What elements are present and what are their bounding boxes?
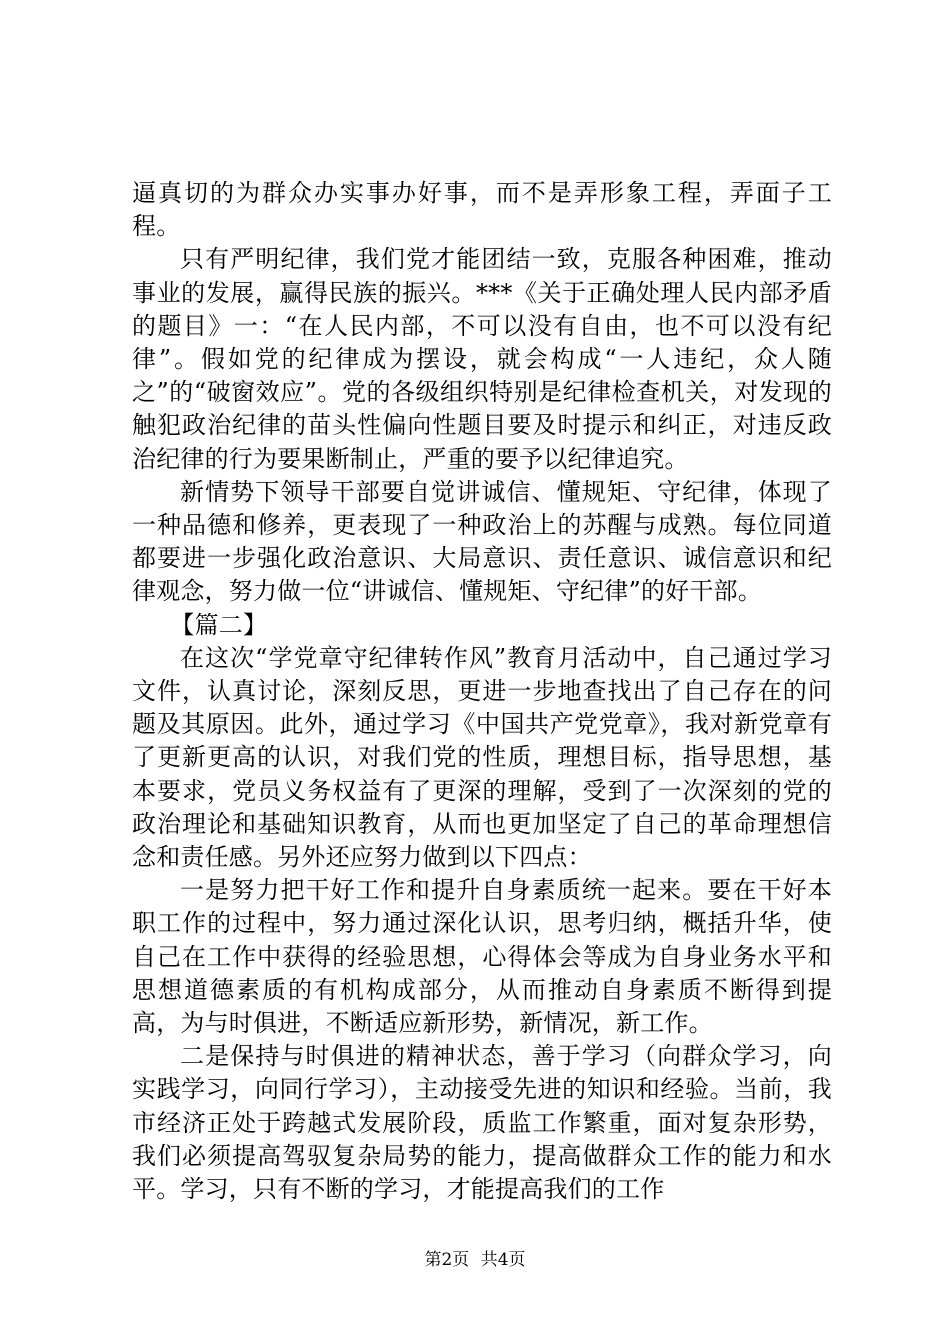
paragraph-continuation: 逼真切的为群众办实事办好事，而不是弄形象工程，弄面子工程。 xyxy=(132,179,832,241)
page-total: 共4页 xyxy=(480,1250,526,1270)
page-footer xyxy=(0,1245,950,1270)
paragraph-leadership: 新情势下领导干部要自觉讲诚信、懂规矩、守纪律，体现了一种品德和修养，更表现了一种政治上的苏醒与成熟。每位同道都要进一步强化政治意识、大局意识、责任意识、诚信意识和纪律观念，努力做一位“讲诚信、懂规矩、守纪律”的好干部。 xyxy=(132,477,832,606)
paragraph-discipline: 只有严明纪律，我们党才能团结一致，克服各种困难，推动事业的发展，赢得民族的振兴。***《关于正确处理人民内部矛盾的题目》一：“在人民内部，不可以没有自由，也不可以没有纪律”。假如党的纪律成为摆设，就会构成“一人违纪，众人随之”的“破窗效应”。党的各级组织特别是纪律检查机关，对发现的触犯政治纪律的苗头性偏向性题目要及时提示和纠正，对违反政治纪律的行为要果断制止，严重的要予以纪律追究。 xyxy=(132,245,832,473)
paragraph-point-two: 二是保持与时俱进的精神状态，善于学习（向群众学习，向实践学习，向同行学习），主动接受先进的知识和经验。当前，我市经济正处于跨越式发展阶段，质监工作繁重，面对复杂形势，我们必须提高驾驭复杂局势的能力，提高做群众工作的能力和水平。学习，只有不断的学习，才能提高我们的工作 xyxy=(132,1042,832,1204)
paragraph-point-one: 一是努力把干好工作和提升自身素质统一起来。要在干好本职工作的过程中，努力通过深化认识，思考归纳，概括升华，使自己在工作中获得的经验思想，心得体会等成为自身业务水平和思想道德素质的有机构成部分，从而推动自身素质不断得到提高，为与时俱进，不断适应新形势，新情况，新工作。 xyxy=(132,876,832,1038)
page-number: 第2页 xyxy=(424,1250,470,1270)
document-body xyxy=(132,177,832,1206)
section-heading: 【篇二】 xyxy=(170,610,268,639)
paragraph-education-month: 在这次“学党章守纪律转作风”教育月活动中，自己通过学习文件，认真讨论，深刻反思，更进一步地查找出了自己存在的问题及其原因。此外，通过学习《中国共产党党章》，我对新党章有了更新更高的认识，对我们党的性质，理想目标，指导思想，基本要求，党员义务权益有了更深的理解，受到了一次深刻的党的政治理论和基础知识教育，从而也更加坚定了自己的革命理想信念和责任感。另外还应努力做到以下四点： xyxy=(132,643,832,872)
